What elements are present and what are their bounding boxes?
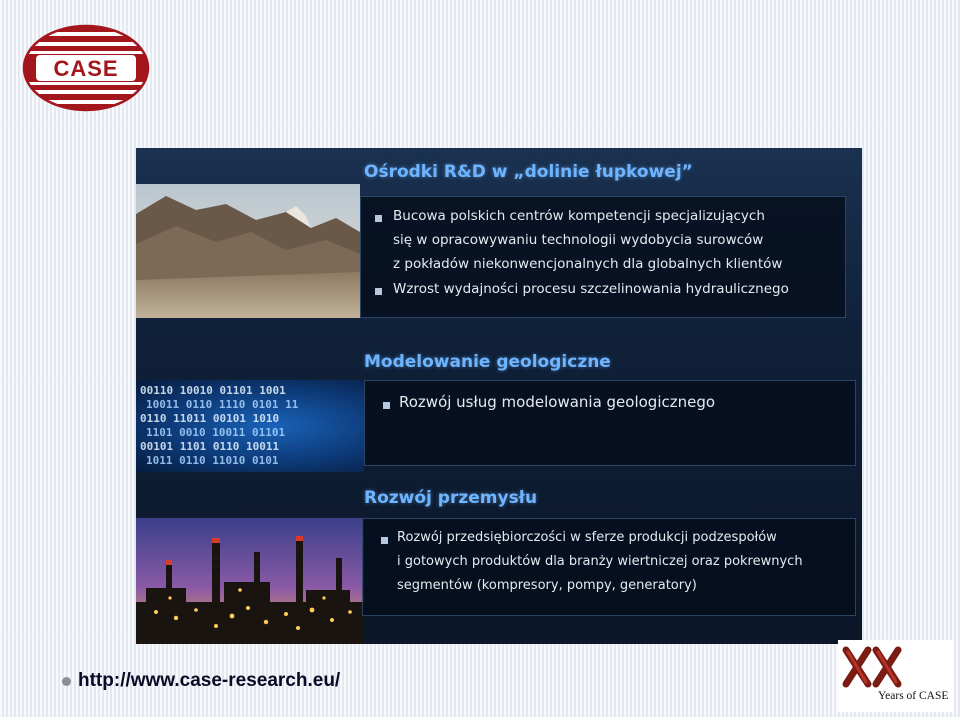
badge-caption: Years of CASE [878, 690, 949, 702]
bullet-dot [62, 677, 71, 686]
anniversary-badge [838, 640, 954, 712]
section-rd-centers [136, 148, 862, 333]
logo-text: CASE [53, 56, 119, 81]
geo-bullet-1: Rozwój usług modelowania geologicznego [399, 393, 716, 411]
refinery-image [136, 518, 364, 644]
binary-data-image [136, 380, 364, 472]
industry-bullet-line-1: Rozwój przedsiębiorczości w sferze produkcji podzespołów [397, 530, 777, 545]
website-link[interactable]: http://www.case-research.eu/ [78, 670, 341, 691]
slide-panel [136, 148, 862, 644]
rd-bullet-2-line-1: Wzrost wydajności procesu szczelinowania hydraulicznego [393, 281, 789, 297]
section-title-geo: Modelowanie geologiczne [364, 352, 611, 372]
industry-bullet-line-3: segmentów (kompresory, pompy, generatory) [397, 578, 697, 593]
bullet-square [375, 288, 382, 295]
mountain-image [136, 184, 360, 318]
binary-digits [136, 380, 364, 472]
binary-row: 1011 0110 11010 0101 [146, 454, 279, 467]
geo-textbox [364, 380, 856, 466]
section-title-industry: Rozwój przemysłu [364, 488, 538, 508]
binary-row: 00110 10010 01101 1001 [140, 384, 286, 397]
binary-row: 1101 0010 10011 01101 [146, 426, 286, 439]
rd-bullet-1-line-1: Bucowa polskich centrów kompetencji specjalizujących [393, 208, 765, 224]
industry-bullet-line-2: i gotowych produktów dla branży wiertniczej oraz pokrewnych [397, 554, 803, 569]
rd-textbox [360, 196, 846, 318]
binary-row: 10011 0110 1110 0101 11 [146, 398, 299, 411]
section-title-rd: Ośrodki R&D w „dolinie łupkowej” [364, 162, 693, 182]
section-industry [136, 478, 862, 644]
rd-bullet-1-line-3: z pokładów niekonwencjonalnych dla globalnych klientów [393, 256, 783, 272]
industry-textbox [362, 518, 856, 616]
section-geo-modeling [136, 338, 862, 478]
binary-row: 00101 1101 0110 10011 [140, 440, 280, 453]
case-logo [22, 24, 150, 112]
bullet-square [381, 537, 388, 544]
rd-bullet-1-line-2: się w opracowywaniu technologii wydobycia surowców [393, 232, 764, 248]
binary-row: 0110 11011 00101 1010 [140, 412, 280, 425]
bullet-square [383, 402, 390, 409]
bullet-square [375, 215, 382, 222]
